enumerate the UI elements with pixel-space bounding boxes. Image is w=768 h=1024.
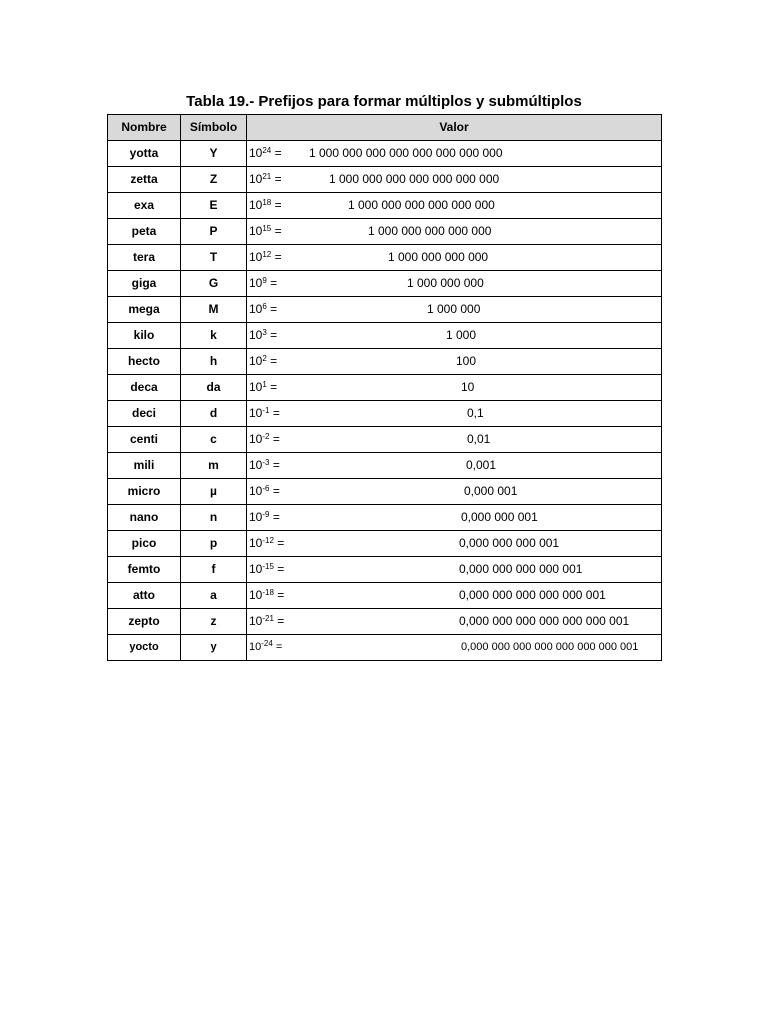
decimal-value: 0,01 <box>467 432 491 446</box>
prefix-name-cell: tera <box>108 245 181 271</box>
power-base: 10 <box>249 641 262 653</box>
prefix-name-cell: pico <box>108 531 181 557</box>
power-of-ten <box>249 505 280 530</box>
table-row <box>108 401 662 427</box>
prefix-symbol-cell: µ <box>181 479 247 505</box>
prefix-value-cell <box>247 219 662 245</box>
power-base: 10 <box>249 380 263 394</box>
power-exponent: 18 <box>262 198 272 207</box>
equals-sign: = <box>266 276 278 290</box>
prefix-value-cell <box>247 141 662 167</box>
power-exponent: -18 <box>262 588 274 597</box>
prefix-value-cell <box>247 583 662 609</box>
power-exponent: 24 <box>262 146 272 155</box>
prefix-symbol-cell: m <box>181 453 247 479</box>
decimal-value: 1 000 000 000 000 000 000 000 000 <box>309 146 503 160</box>
prefix-symbol-cell: y <box>181 635 247 661</box>
power-of-ten <box>249 167 282 192</box>
prefix-name-cell: deca <box>108 375 181 401</box>
power-exponent: -2 <box>262 432 270 441</box>
table-row <box>108 245 662 271</box>
prefix-name-cell: micro <box>108 479 181 505</box>
equals-sign: = <box>266 354 278 368</box>
prefix-name-cell: atto <box>108 583 181 609</box>
equals-sign: = <box>272 641 283 653</box>
equals-sign: = <box>269 484 280 498</box>
power-of-ten <box>249 193 282 218</box>
power-of-ten <box>249 349 277 374</box>
power-of-ten <box>249 271 277 296</box>
decimal-value: 10 <box>461 380 475 394</box>
prefix-symbol-cell: z <box>181 609 247 635</box>
prefix-name-cell: mega <box>108 297 181 323</box>
power-base: 10 <box>249 458 263 472</box>
decimal-value: 0,001 <box>466 458 497 472</box>
power-exponent: -1 <box>262 406 270 415</box>
table-row <box>108 349 662 375</box>
table-row <box>108 271 662 297</box>
table-row <box>108 323 662 349</box>
prefix-value-cell <box>247 297 662 323</box>
decimal-value: 1 000 000 000 000 000 000 <box>348 198 495 212</box>
prefix-symbol-cell: E <box>181 193 247 219</box>
prefix-name-cell: zepto <box>108 609 181 635</box>
equals-sign: = <box>271 224 282 238</box>
decimal-value: 1 000 000 000 000 000 <box>368 224 492 238</box>
prefix-value-cell <box>247 453 662 479</box>
table-row <box>108 635 662 661</box>
equals-sign: = <box>269 510 280 524</box>
equals-sign: = <box>273 588 285 602</box>
power-exponent: -6 <box>262 484 270 493</box>
decimal-value: 0,000 000 000 000 000 000 000 001 <box>461 641 639 653</box>
power-base: 10 <box>249 172 263 186</box>
power-base: 10 <box>249 432 263 446</box>
table-row <box>108 427 662 453</box>
equals-sign: = <box>266 380 278 394</box>
table-row <box>108 531 662 557</box>
equals-sign: = <box>271 198 282 212</box>
decimal-value: 0,000 000 000 000 000 001 <box>459 588 606 602</box>
prefix-value-cell <box>247 427 662 453</box>
decimal-value: 0,000 000 000 000 001 <box>459 562 583 576</box>
prefix-name-cell: femto <box>108 557 181 583</box>
table-row <box>108 609 662 635</box>
prefix-value-cell <box>247 557 662 583</box>
equals-sign: = <box>269 432 280 446</box>
prefix-symbol-cell: c <box>181 427 247 453</box>
power-exponent: -15 <box>262 562 274 571</box>
decimal-value: 0,000 001 <box>464 484 518 498</box>
power-base: 10 <box>249 406 263 420</box>
equals-sign: = <box>266 302 278 316</box>
power-exponent: 6 <box>262 302 267 311</box>
equals-sign: = <box>273 614 285 628</box>
prefix-symbol-cell: da <box>181 375 247 401</box>
power-base: 10 <box>249 484 263 498</box>
prefix-value-cell <box>247 479 662 505</box>
power-exponent: 21 <box>262 172 272 181</box>
prefix-symbol-cell: a <box>181 583 247 609</box>
decimal-value: 1 000 <box>446 328 477 342</box>
prefix-symbol-cell: d <box>181 401 247 427</box>
power-exponent: 3 <box>262 328 267 337</box>
table-row <box>108 193 662 219</box>
power-exponent: -12 <box>262 536 274 545</box>
table-row <box>108 583 662 609</box>
table-row <box>108 167 662 193</box>
prefix-value-cell <box>247 531 662 557</box>
decimal-value: 100 <box>456 354 477 368</box>
prefix-symbol-cell: k <box>181 323 247 349</box>
prefix-symbol-cell: h <box>181 349 247 375</box>
decimal-value: 0,000 000 001 <box>461 510 538 524</box>
prefix-value-cell <box>247 271 662 297</box>
header-name: Nombre <box>108 115 181 141</box>
decimal-value: 1 000 000 000 000 <box>388 250 489 264</box>
prefix-symbol-cell: Z <box>181 167 247 193</box>
prefix-name-cell: centi <box>108 427 181 453</box>
prefix-value-cell <box>247 193 662 219</box>
table-header-row <box>108 115 662 141</box>
equals-sign: = <box>269 458 280 472</box>
power-base: 10 <box>249 354 263 368</box>
prefix-name-cell: hecto <box>108 349 181 375</box>
power-exponent: -24 <box>261 639 273 648</box>
prefix-symbol-cell: P <box>181 219 247 245</box>
prefix-name-cell: peta <box>108 219 181 245</box>
prefix-symbol-cell: G <box>181 271 247 297</box>
prefix-name-cell: yocto <box>108 635 181 661</box>
table-row <box>108 297 662 323</box>
header-symbol: Símbolo <box>181 115 247 141</box>
prefix-symbol-cell: p <box>181 531 247 557</box>
power-of-ten <box>249 557 284 582</box>
prefix-name-cell: mili <box>108 453 181 479</box>
prefix-symbol-cell: M <box>181 297 247 323</box>
equals-sign: = <box>273 536 285 550</box>
power-base: 10 <box>249 536 263 550</box>
equals-sign: = <box>271 146 282 160</box>
power-base: 10 <box>249 302 263 316</box>
prefix-name-cell: nano <box>108 505 181 531</box>
prefix-name-cell: exa <box>108 193 181 219</box>
prefix-value-cell <box>247 609 662 635</box>
decimal-value: 0,000 000 000 001 <box>459 536 560 550</box>
prefix-symbol-cell: n <box>181 505 247 531</box>
power-exponent: 15 <box>262 224 272 233</box>
power-of-ten <box>249 297 277 322</box>
power-exponent: -3 <box>262 458 270 467</box>
prefix-name-cell: giga <box>108 271 181 297</box>
power-of-ten <box>249 323 277 348</box>
table-row <box>108 505 662 531</box>
power-exponent: -21 <box>262 614 274 623</box>
equals-sign: = <box>266 328 278 342</box>
table-row <box>108 375 662 401</box>
power-of-ten <box>249 609 284 634</box>
prefix-value-cell <box>247 505 662 531</box>
decimal-value: 0,1 <box>467 406 484 420</box>
power-of-ten <box>249 453 280 478</box>
table-row <box>108 557 662 583</box>
prefix-value-cell <box>247 245 662 271</box>
decimal-value: 1 000 000 <box>427 302 481 316</box>
prefix-value-cell <box>247 635 662 661</box>
table-row <box>108 479 662 505</box>
power-exponent: 1 <box>262 380 267 389</box>
power-exponent: 2 <box>262 354 267 363</box>
equals-sign: = <box>269 406 280 420</box>
table-title: Tabla 19.- Prefijos para formar múltiplos y submúltiplos <box>186 93 582 110</box>
table-body <box>108 141 662 661</box>
prefix-symbol-cell: Y <box>181 141 247 167</box>
prefix-symbol-cell: T <box>181 245 247 271</box>
power-base: 10 <box>249 250 263 264</box>
prefix-value-cell <box>247 375 662 401</box>
equals-sign: = <box>271 250 282 264</box>
power-base: 10 <box>249 328 263 342</box>
decimal-value: 1 000 000 000 <box>407 276 484 290</box>
decimal-value: 1 000 000 000 000 000 000 000 <box>329 172 500 186</box>
power-base: 10 <box>249 146 263 160</box>
header-value: Valor <box>247 115 662 141</box>
prefix-value-cell <box>247 167 662 193</box>
prefixes-table <box>107 114 662 661</box>
power-exponent: 12 <box>262 250 272 259</box>
power-base: 10 <box>249 510 263 524</box>
power-of-ten <box>249 375 277 400</box>
power-of-ten <box>249 141 282 166</box>
prefix-name-cell: yotta <box>108 141 181 167</box>
table-row <box>108 219 662 245</box>
prefix-name-cell: deci <box>108 401 181 427</box>
power-of-ten <box>249 635 282 660</box>
power-exponent: -9 <box>262 510 270 519</box>
power-of-ten <box>249 583 284 608</box>
power-exponent: 9 <box>262 276 267 285</box>
power-of-ten <box>249 245 282 270</box>
prefix-value-cell <box>247 323 662 349</box>
table-row <box>108 141 662 167</box>
prefix-name-cell: zetta <box>108 167 181 193</box>
prefix-value-cell <box>247 401 662 427</box>
prefix-name-cell: kilo <box>108 323 181 349</box>
decimal-value: 0,000 000 000 000 000 000 001 <box>459 614 630 628</box>
power-base: 10 <box>249 562 263 576</box>
prefix-value-cell <box>247 349 662 375</box>
table-row <box>108 453 662 479</box>
equals-sign: = <box>271 172 282 186</box>
power-of-ten <box>249 427 280 452</box>
power-base: 10 <box>249 276 263 290</box>
equals-sign: = <box>273 562 285 576</box>
power-of-ten <box>249 219 282 244</box>
prefix-symbol-cell: f <box>181 557 247 583</box>
power-of-ten <box>249 479 280 504</box>
power-base: 10 <box>249 614 263 628</box>
power-base: 10 <box>249 224 263 238</box>
power-of-ten <box>249 401 280 426</box>
power-of-ten <box>249 531 284 556</box>
power-base: 10 <box>249 588 263 602</box>
power-base: 10 <box>249 198 263 212</box>
